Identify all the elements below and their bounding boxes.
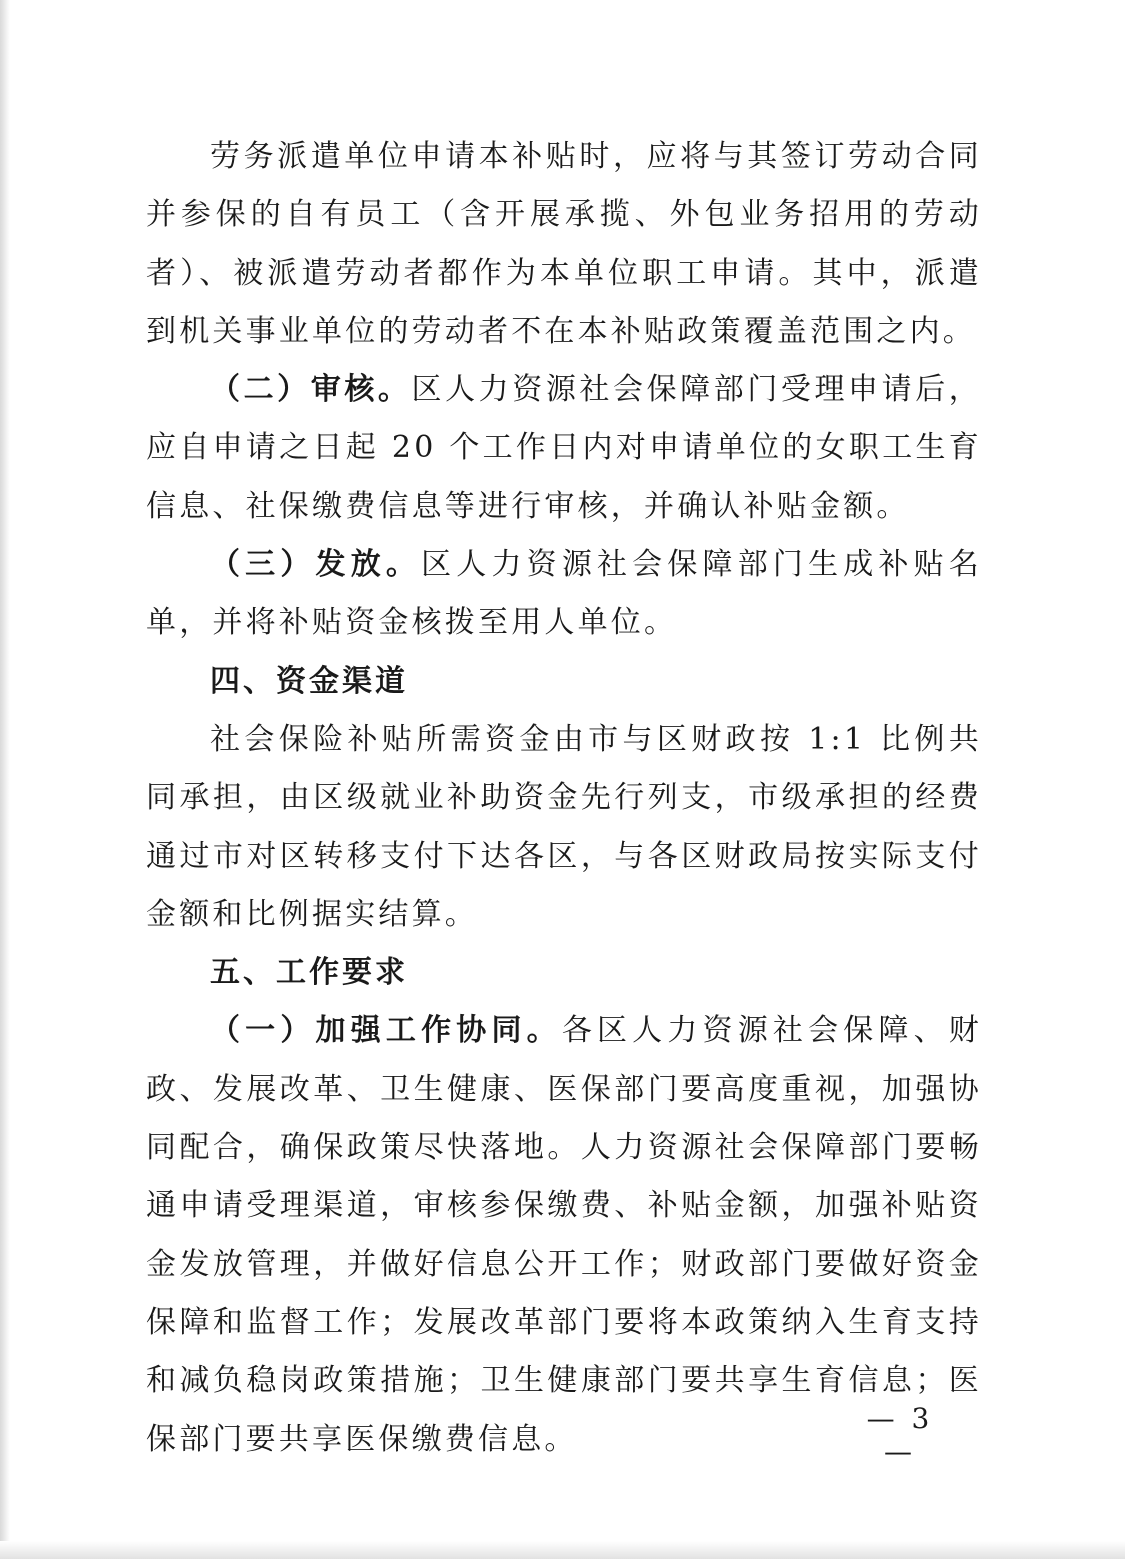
paragraph-review (146, 361, 982, 536)
page-number: — 3 — (866, 1402, 934, 1468)
section-heading-funding: 四、资金渠道 (210, 663, 408, 699)
paragraph-text: 社会保险补贴所需资金由市与区财政按 1:1 比例共同承担，由区级就业补助资金先行列支，市级承担的经费通过市对区转移支付下达各区，与各区财政局按实际支付金额和比例据实结算。 (146, 721, 982, 932)
paragraph-disbursement (146, 536, 982, 653)
paragraph-text: 区人力资源社会保障部门受理申请后，应自申请之日起 20 个工作日内对申请单位的女职工生育信息、社保缴费信息等进行审核，并确认补贴金额。 (146, 372, 983, 524)
paragraph-lead-coordination: （一）加强工作协同。 (210, 1013, 562, 1049)
section-heading-requirements: 五、工作要求 (210, 955, 408, 991)
document-body (146, 128, 982, 1469)
paragraph-lead-disbursement: （三）发放。 (210, 547, 422, 583)
paragraph-text: 各区人力资源社会保障、财政、发展改革、卫生健康、医保部门要高度重视，加强协同配合，确保政策尽快落地。人力资源社会保障部门要畅通申请受理渠道，审核参保缴费、补贴金额，加强补贴资金发放管理，并做好信息公开工作；财政部门要做好资金保障和监督工作；发展改革部门要将本政策纳入生育支持和减负稳岗政策措施；卫生健康部门要共享生育信息；医保部门要共享医保缴费信息。 (146, 1013, 982, 1457)
paragraph-text: 区人力资源社会保障部门生成补贴名单，并将补贴资金核拨至用人单位。 (146, 547, 983, 641)
paragraph-funding (146, 711, 982, 944)
paragraph-text: 劳务派遣单位申请本补贴时，应将与其签订劳动合同并参保的自有员工（含开展承揽、外包业务招用的劳动者）、被派遣劳动者都作为本单位职工申请。其中，派遣到机关事业单位的劳动者不在本补贴政策覆盖范围之内。 (146, 139, 982, 349)
paragraph-lead-review: （二）审核。 (210, 372, 412, 408)
scan-shadow-left (0, 0, 10, 1559)
scan-shadow-bottom (0, 1541, 1125, 1559)
paragraph-coordination (146, 1002, 982, 1468)
paragraph-labor-dispatch (146, 128, 982, 361)
